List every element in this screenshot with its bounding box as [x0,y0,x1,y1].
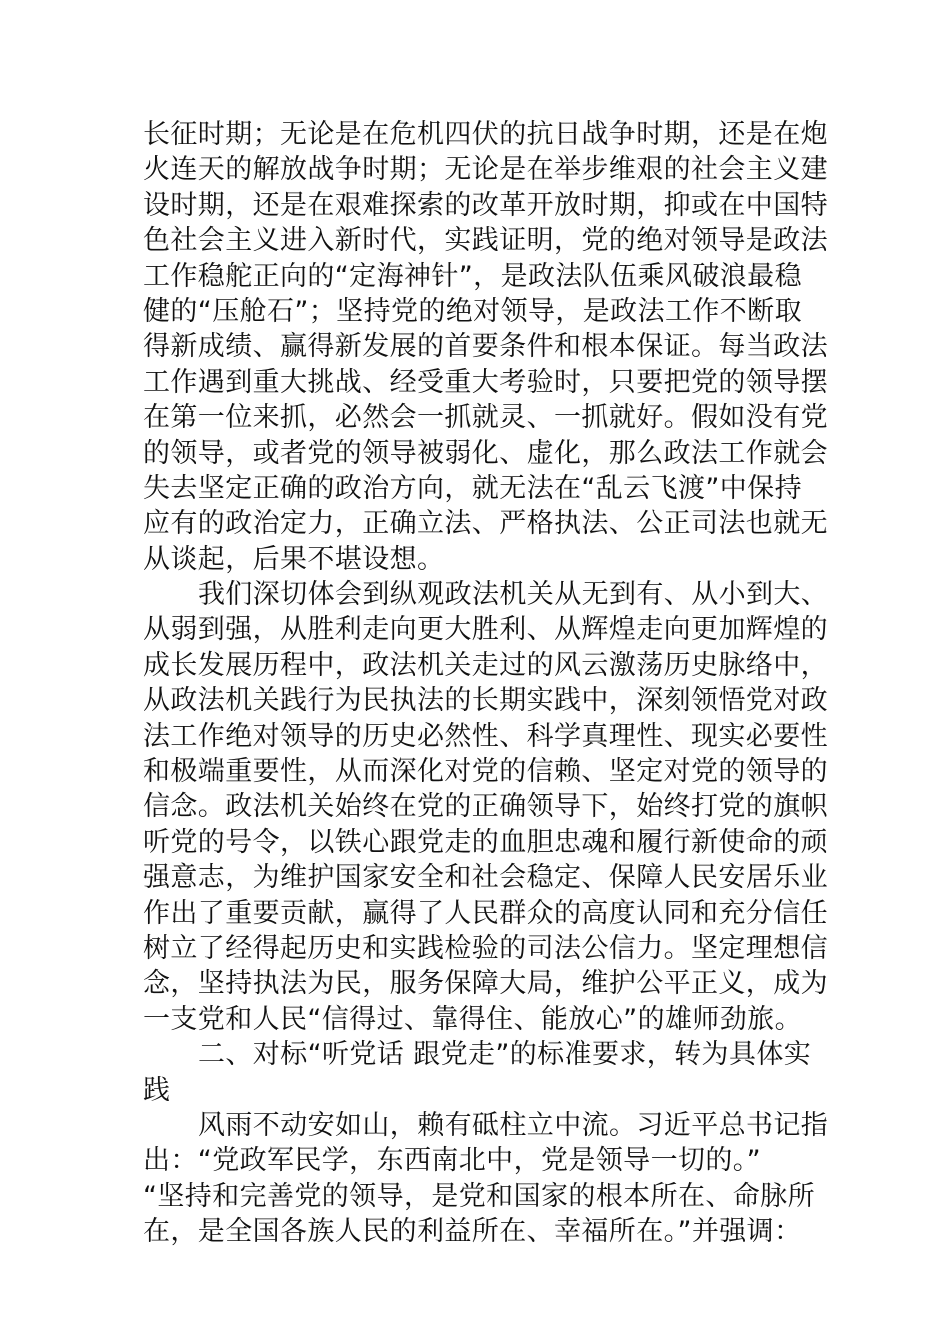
text-line: 风雨不动安如山，赖有砥柱立中流。习近平总书记指 [198,1109,829,1141]
text-line: 工作稳舵正向的“定海神针”，是政法队伍乘风破浪最稳 [143,260,802,292]
paragraph [143,1108,829,1250]
text-line: 树立了经得起历史和实践检验的司法公信力。坚定理想信 [143,932,828,964]
paragraph [143,117,828,577]
text-line: 信念。政法机关始终在党的正确领导下，始终打党的旗帜 [143,791,828,823]
text-line: 在第一位来抓，必然会一抓就灵、一抓就好。假如没有党 [143,402,828,434]
text-line: 工作遇到重大挑战、经受重大考验时，只要把党的领导摆 [143,366,828,398]
text-line: 从弱到强，从胜利走向更大胜利、从辉煌走向更加辉煌的 [143,614,828,646]
text-line: 我们深切体会到纵观政法机关从无到有、从小到大、 [198,579,829,611]
text-line: 的领导，或者党的领导被弱化、虚化，那么政法工作就会 [143,437,828,469]
text-line: 火连天的解放战争时期；无论是在举步维艰的社会主义建 [143,154,828,186]
text-line: 成长发展历程中，政法机关走过的风云激荡历史脉络中， [143,649,828,681]
text-line: 出：“党政军民学，东西南北中，党是领导一切的。” [143,1145,762,1177]
text-line: 从谈起，后果不堪设想。 [143,543,445,575]
text-line: 法工作绝对领导的历史必然性、科学真理性、现实必要性 [143,720,828,752]
text-line: 色社会主义进入新时代，实践证明，党的绝对领导是政法 [143,225,828,257]
text-line: 强意志，为维护国家安全和社会稳定、保障人民安居乐业 [143,862,828,894]
text-line: 和极端重要性，从而深化对党的信赖、坚定对党的领导的 [143,756,828,788]
text-line: 念，坚持执法为民，服务保障大局，维护公平正义，成为 [143,968,828,1000]
text-line: 失去坚定正确的政治方向，就无法在“乱云飞渡”中保持 [143,472,802,504]
section-heading [143,1037,812,1108]
text-line: 作出了重要贡献，赢得了人民群众的高度认同和充分信任 [143,897,828,929]
text-line: 二、对标“听党话 跟党走”的标准要求，转为具体实 [198,1039,812,1071]
document-page [143,117,829,1250]
text-line: 从政法机关践行为民执法的长期实践中，深刻领悟党对政 [143,685,828,717]
text-line: 健的“压舱石”；坚持党的绝对领导，是政法工作不断取 [143,295,802,327]
text-line: 应有的政治定力，正确立法、严格执法、公正司法也就无 [143,508,828,540]
text-line: “坚持和完善党的领导，是党和国家的根本所在、命脉所 [143,1180,815,1212]
text-line: 践 [143,1074,171,1106]
text-line: 得新成绩、赢得新发展的首要条件和根本保证。每当政法 [143,331,828,363]
text-line: 设时期，还是在艰难探索的改革开放时期，抑或在中国特 [143,189,828,221]
text-line: 听党的号令，以铁心跟党走的血胆忠魂和履行新使命的顽 [143,826,828,858]
text-line: 一支党和人民“信得过、靠得住、能放心”的雄师劲旅。 [143,1003,802,1035]
paragraph [143,577,829,1037]
text-line: 长征时期；无论是在危机四伏的抗日战争时期，还是在炮 [143,119,828,150]
text-line: 在，是全国各族人民的利益所在、幸福所在。”并强调： [143,1216,802,1248]
